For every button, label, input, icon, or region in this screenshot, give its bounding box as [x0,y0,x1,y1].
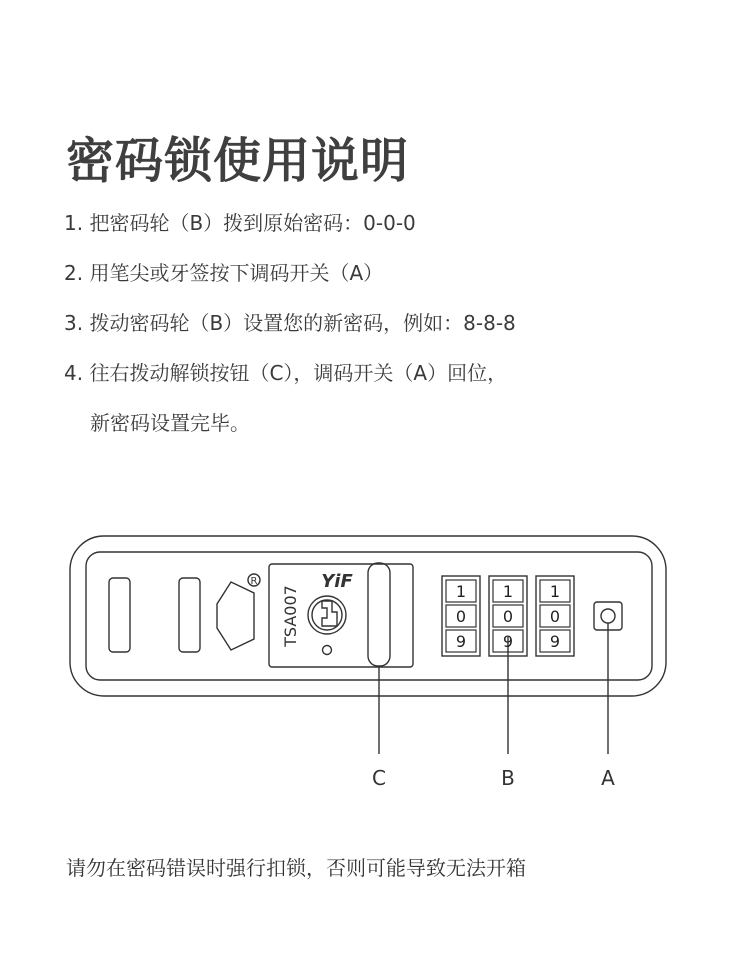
wheel-2-digit-top: 1 [502,582,514,601]
wheel-3-digit-bottom: 9 [549,632,561,651]
wheel-1-digit-top: 1 [455,582,467,601]
lock-slot-middle [179,578,200,652]
callout-label-c: C [372,766,386,790]
warning-note: 请勿在密码错误时强行扣锁，否则可能导致无法开箱 [66,856,526,880]
brand-logo: YiF [321,571,353,592]
tsa-diamond-icon [217,582,254,650]
instruction-step-4: 4. 往右拨动解锁按钮（C），调码开关（A）回位， [64,361,508,385]
registered-mark-letter: R [250,576,258,587]
wheel-1-digit-bottom: 9 [455,632,467,651]
key-symbol-icon [322,601,337,626]
lock-diagram [0,520,750,800]
wheel-1-digit-middle: 0 [455,607,467,626]
unlock-button-c [368,563,390,666]
callout-label-b: B [501,766,515,790]
instruction-step-2: 2. 用笔尖或牙签按下调码开关（A） [64,261,384,285]
instruction-list [64,208,516,458]
wheel-3-digit-top: 1 [549,582,561,601]
instruction-step-1: 1. 把密码轮（B）拨到原始密码：0-0-0 [64,211,416,235]
instruction-step-3: 3. 拨动密码轮（B）设置您的新密码，例如：8-8-8 [64,311,516,335]
indicator-dot [323,646,332,655]
callout-label-a: A [601,766,615,790]
lock-slot-left [109,578,130,652]
page-title: 密码锁使用说明 [66,133,410,189]
instruction-step-4-continued: 新密码设置完毕。 [90,411,250,435]
wheel-2-digit-middle: 0 [502,607,514,626]
model-label: TSA007 [281,585,300,647]
wheel-3-digit-middle: 0 [549,607,561,626]
wheel-2-digit-bottom: 9 [502,632,514,651]
reset-switch-a [601,609,615,623]
